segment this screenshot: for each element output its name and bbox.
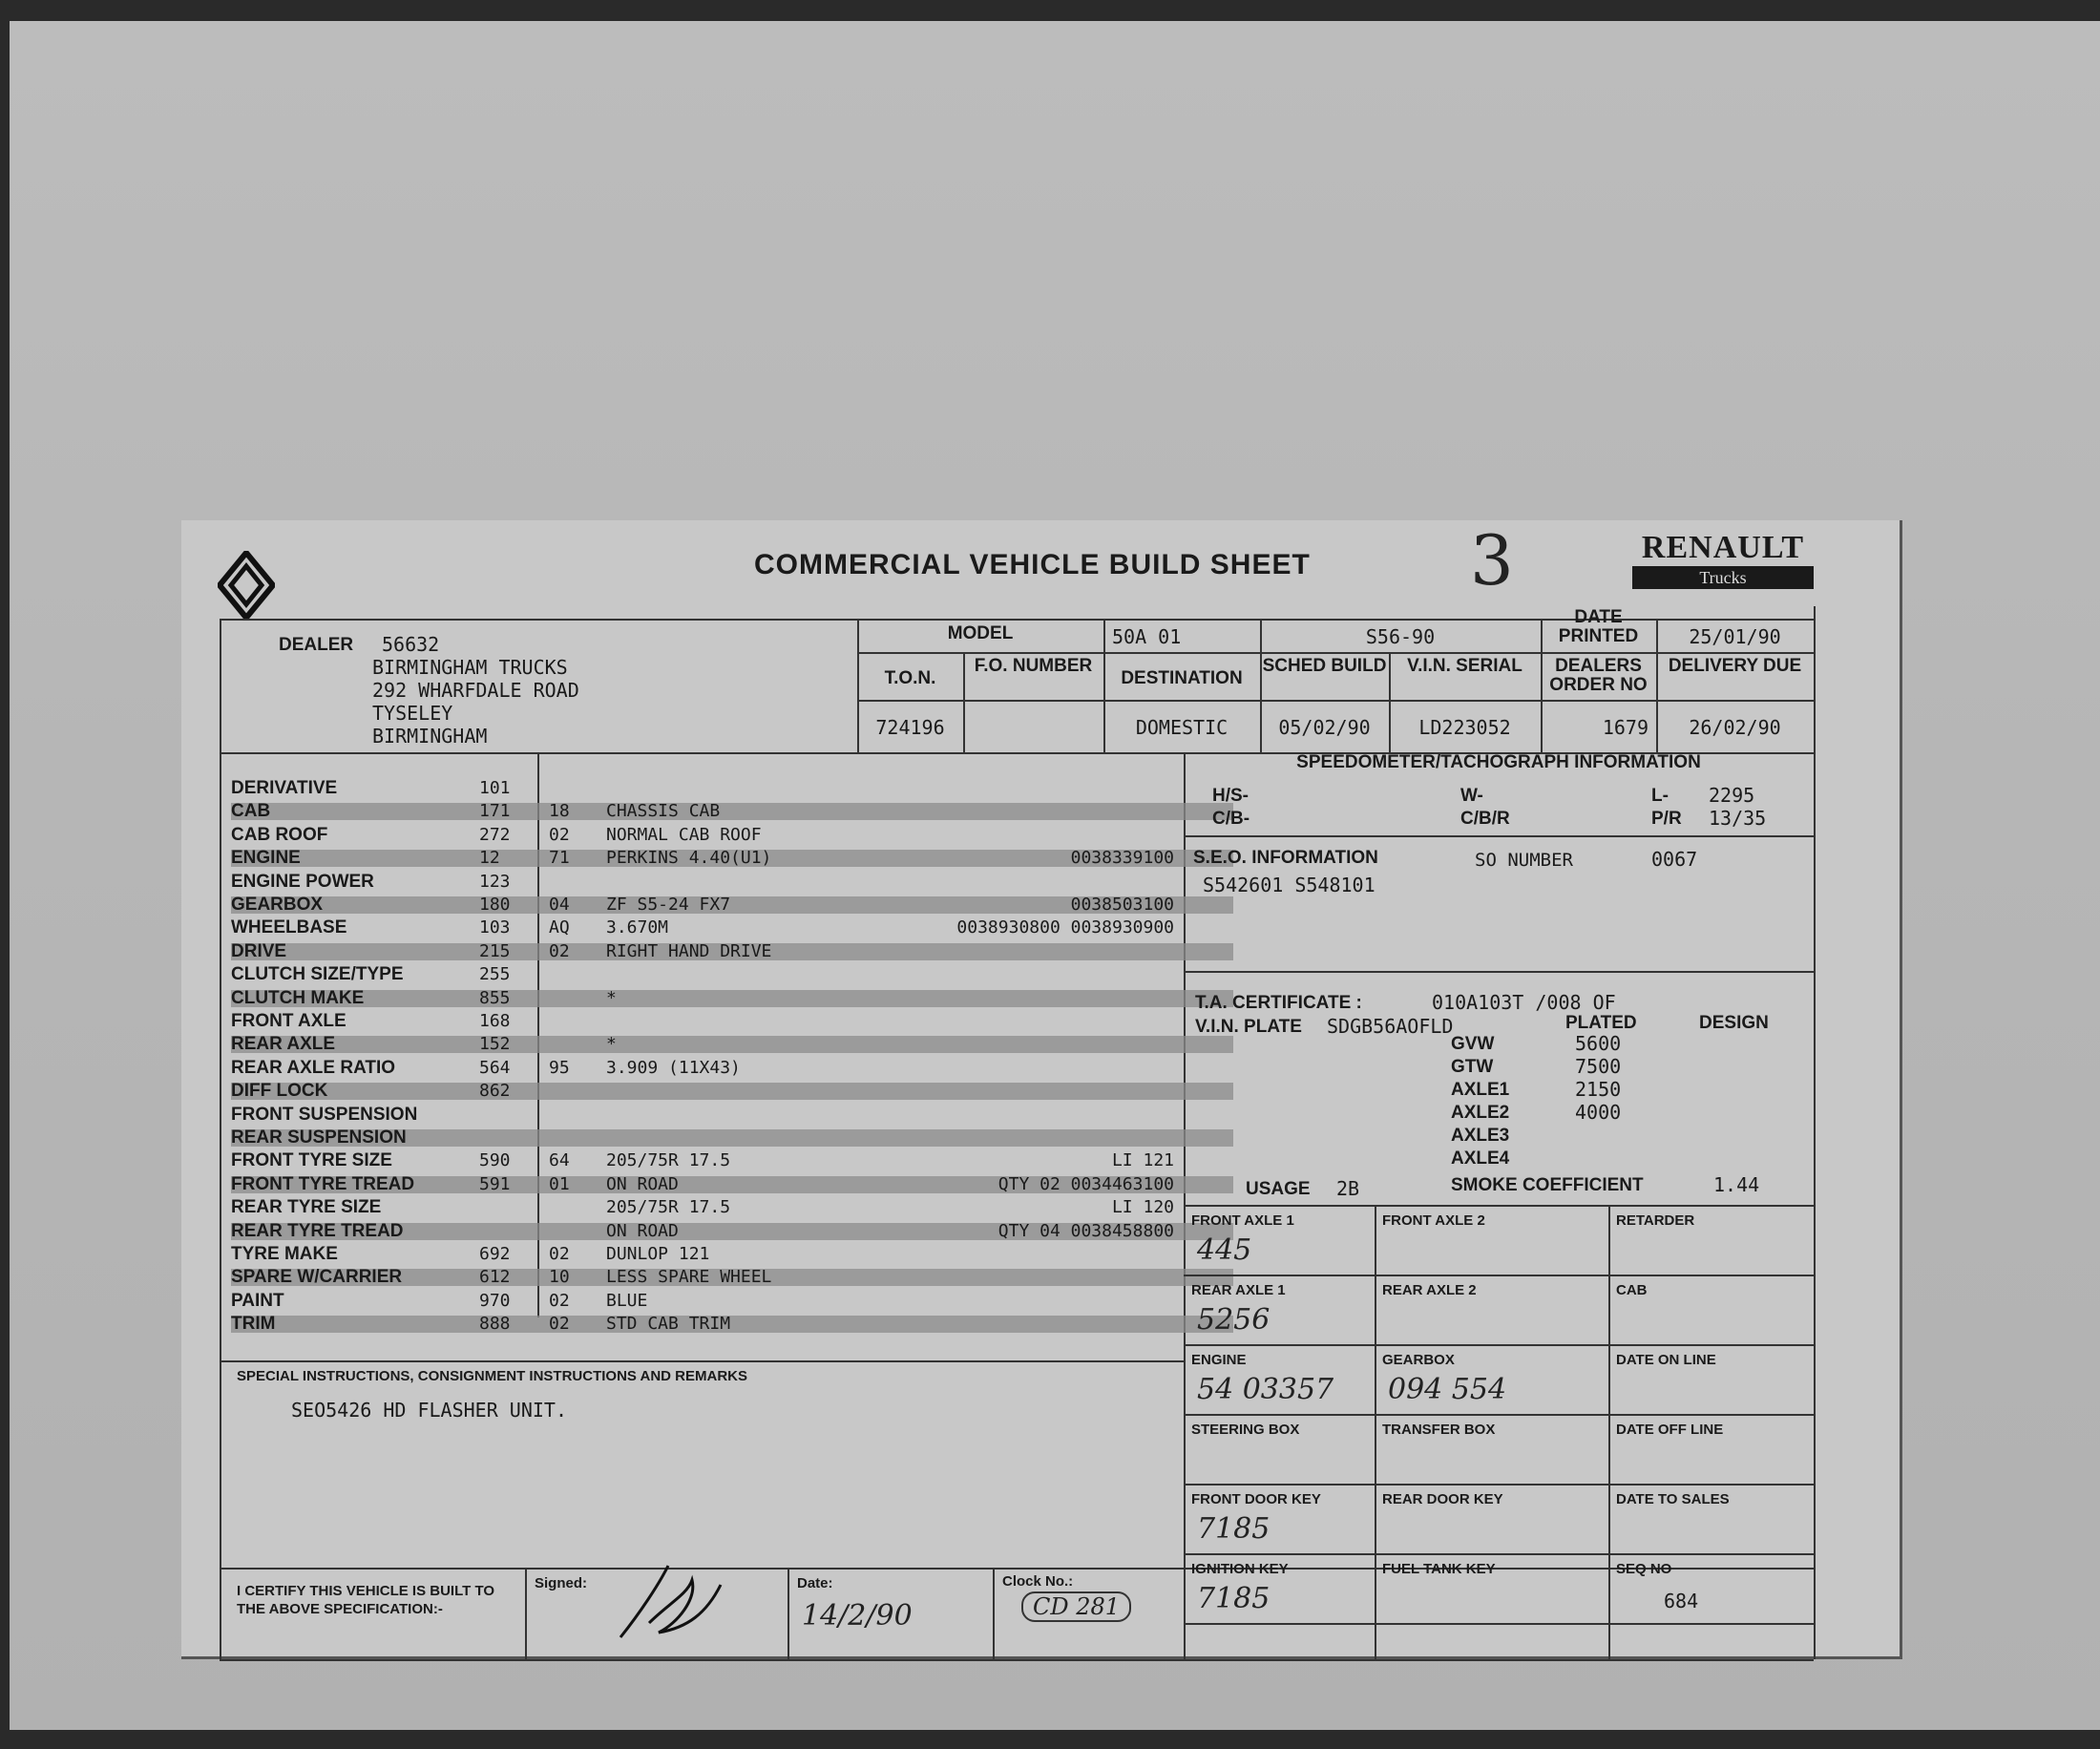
spec-label: FRONT SUSPENSION <box>231 1104 418 1125</box>
speedo-pr-value: 13/35 <box>1709 807 1767 830</box>
spec-option: 02 <box>549 1314 570 1335</box>
serial-field-label: FRONT DOOR KEY <box>1191 1491 1321 1507</box>
spec-description: CHASSIS CAB <box>606 801 721 822</box>
renault-diamond-logo <box>218 551 275 620</box>
spec-option: 02 <box>549 824 570 845</box>
delivery-due-label: DELIVERY DUE <box>1668 656 1802 676</box>
serial-field-label: DATE OFF LINE <box>1616 1422 1724 1438</box>
spec-description: BLUE <box>606 1290 648 1311</box>
spec-part-number: 0038339100 <box>1070 848 1174 869</box>
build-sheet-card <box>181 520 1902 1659</box>
serial-field-label: FUEL TANK KEY <box>1382 1561 1496 1577</box>
dealer-address-line1: 292 WHARFDALE ROAD <box>372 679 579 702</box>
spec-description: DUNLOP 121 <box>606 1244 710 1264</box>
so-number-value: 0067 <box>1651 848 1698 871</box>
serial-field-label: DATE TO SALES <box>1616 1491 1730 1507</box>
spec-code: 612 <box>479 1267 511 1288</box>
spec-row-shading <box>231 1083 1233 1100</box>
serial-field-value: 684 <box>1664 1590 1699 1612</box>
spec-option: 02 <box>549 940 570 961</box>
speedo-l-label: L- <box>1651 786 1669 806</box>
spec-description: STD CAB TRIM <box>606 1314 731 1335</box>
serial-field-label: ENGINE <box>1191 1352 1247 1368</box>
spec-option: 04 <box>549 895 570 915</box>
dealers-order-label: DEALERS ORDER NO <box>1549 656 1648 695</box>
ta-weight-label: AXLE3 <box>1451 1126 1510 1146</box>
instructions-label: SPECIAL INSTRUCTIONS, CONSIGNMENT INSTRUCTIONS AND REMARKS <box>237 1368 748 1384</box>
spec-label: DERIVATIVE <box>231 778 338 798</box>
serial-field-label: IGNITION KEY <box>1191 1561 1289 1577</box>
spec-code: 180 <box>479 895 511 915</box>
spec-label: FRONT AXLE <box>231 1011 346 1031</box>
spec-part-number: 0038930800 0038930900 <box>956 917 1174 938</box>
spec-label: CLUTCH MAKE <box>231 987 365 1008</box>
serial-field-label: DATE ON LINE <box>1616 1352 1716 1368</box>
speedo-pr-label: P/R <box>1651 809 1682 829</box>
spec-label: ENGINE <box>231 848 301 869</box>
design-label: DESIGN <box>1699 1013 1769 1033</box>
date-printed-value: 25/01/90 <box>1689 625 1781 648</box>
spec-label: PAINT <box>231 1290 284 1311</box>
spec-label: REAR SUSPENSION <box>231 1127 407 1148</box>
spec-label: TYRE MAKE <box>231 1244 338 1264</box>
spec-part-number: LI 120 <box>1111 1197 1174 1218</box>
spec-description: * <box>606 987 617 1008</box>
spec-part-number: QTY 04 0038458800 <box>998 1220 1174 1241</box>
speedo-hs: H/S- <box>1212 786 1249 806</box>
spec-label: REAR AXLE <box>231 1034 336 1055</box>
spec-option: 64 <box>549 1150 570 1171</box>
model-code: 50A 01 <box>1112 625 1182 648</box>
serial-field-label: GEARBOX <box>1382 1352 1455 1368</box>
clock-number-label: Clock No.: <box>1002 1573 1074 1590</box>
spec-label: CLUTCH SIZE/TYPE <box>231 964 404 985</box>
ton-label: T.O.N. <box>884 668 936 688</box>
destination-label: DESTINATION <box>1121 668 1243 688</box>
vin-serial-value: LD223052 <box>1418 716 1511 739</box>
spec-option: 10 <box>549 1267 570 1288</box>
spec-code: 692 <box>479 1244 511 1264</box>
ta-weight-value: 5600 <box>1575 1032 1622 1055</box>
ta-certificate-label: T.A. CERTIFICATE : <box>1195 993 1362 1013</box>
spec-code: 590 <box>479 1150 511 1171</box>
vin-serial-label: V.I.N. SERIAL <box>1407 656 1522 676</box>
model-label: MODEL <box>947 623 1014 643</box>
spec-code: 215 <box>479 940 511 961</box>
speedo-cbr: C/B/R <box>1460 809 1510 829</box>
fo-number-label: F.O. NUMBER <box>974 656 1093 676</box>
spec-description: ON ROAD <box>606 1220 679 1241</box>
clock-number-stamp: CD 281 <box>1021 1591 1131 1622</box>
spec-label: DRIVE <box>231 940 287 961</box>
so-number-label: SO NUMBER <box>1475 850 1573 871</box>
spec-part-number: 0038503100 <box>1070 895 1174 915</box>
spec-label: REAR TYRE TREAD <box>231 1220 404 1241</box>
dealers-order-value: 1679 <box>1602 716 1648 739</box>
handwritten-sheet-number: 3 <box>1470 520 1514 601</box>
spec-label: DIFF LOCK <box>231 1081 328 1102</box>
brand-name: RENAULT <box>1641 530 1805 565</box>
signed-date-value: 14/2/90 <box>802 1599 913 1633</box>
smoke-coefficient-label: SMOKE COEFFICIENT <box>1451 1175 1644 1195</box>
serial-field-value: 54 03357 <box>1197 1373 1334 1406</box>
spec-description: PERKINS 4.40(U1) <box>606 848 772 869</box>
serial-field-value: 5256 <box>1197 1303 1270 1337</box>
ta-weight-label: GVW <box>1451 1034 1495 1054</box>
spec-code: 152 <box>479 1034 511 1055</box>
speedo-l-value: 2295 <box>1709 784 1755 807</box>
spec-part-number: LI 121 <box>1111 1150 1174 1171</box>
dealer-code: 56632 <box>382 633 440 656</box>
dealer-address-line3: BIRMINGHAM <box>372 725 488 748</box>
spec-option: 18 <box>549 801 570 822</box>
serial-field-label: TRANSFER BOX <box>1382 1422 1496 1438</box>
spec-code: 168 <box>479 1011 511 1031</box>
spec-option: 02 <box>549 1244 570 1264</box>
speedo-w: W- <box>1460 786 1483 806</box>
spec-label: CAB ROOF <box>231 824 328 845</box>
ta-weight-label: AXLE1 <box>1451 1080 1510 1100</box>
spec-label: ENGINE POWER <box>231 871 374 892</box>
spec-row-shading <box>231 803 1233 820</box>
seo-values: S542601 S548101 <box>1203 874 1376 896</box>
plated-label: PLATED <box>1565 1013 1637 1033</box>
date-printed-label: DATE PRINTED <box>1558 607 1639 646</box>
sched-build-value: 05/02/90 <box>1278 716 1371 739</box>
serial-field-value: 7185 <box>1197 1512 1270 1546</box>
spec-description: NORMAL CAB ROOF <box>606 824 762 845</box>
date-label: Date: <box>797 1575 833 1591</box>
vin-plate-value: SDGB56AOFLD <box>1327 1015 1454 1038</box>
spec-option: 95 <box>549 1057 570 1078</box>
spec-code: 970 <box>479 1290 511 1311</box>
sheet-title: COMMERCIAL VEHICLE BUILD SHEET <box>754 549 1311 580</box>
spec-part-number: QTY 02 0034463100 <box>998 1173 1174 1194</box>
spec-label: WHEELBASE <box>231 917 347 938</box>
spec-code: 255 <box>479 964 511 985</box>
delivery-due-value: 26/02/90 <box>1689 716 1781 739</box>
certify-text: I CERTIFY THIS VEHICLE IS BUILT TO THE ABOVE SPECIFICATION:- <box>237 1583 495 1617</box>
ta-weight-label: AXLE4 <box>1451 1148 1510 1169</box>
ta-weight-value: 4000 <box>1575 1101 1622 1124</box>
spec-description: 3.670M <box>606 917 669 938</box>
serial-field-label: REAR AXLE 1 <box>1191 1282 1286 1298</box>
spec-code: 171 <box>479 801 511 822</box>
spec-label: FRONT TYRE SIZE <box>231 1150 392 1171</box>
spec-row-shading <box>231 987 1233 1008</box>
signed-label: Signed: <box>535 1575 587 1591</box>
usage-label: USAGE <box>1246 1179 1311 1199</box>
serial-field-label: STEERING BOX <box>1191 1422 1300 1438</box>
spec-code: 855 <box>479 987 511 1008</box>
smoke-coefficient-value: 1.44 <box>1713 1173 1760 1196</box>
destination-value: DOMESTIC <box>1135 716 1228 739</box>
spec-code: 591 <box>479 1173 511 1194</box>
spec-description: * <box>606 1034 617 1055</box>
spec-row-shading <box>231 1036 1233 1053</box>
spec-code: 272 <box>479 824 511 845</box>
spec-code: 103 <box>479 917 511 938</box>
spec-description: 3.909 (11X43) <box>606 1057 741 1078</box>
spec-label: SPARE W/CARRIER <box>231 1267 403 1288</box>
spec-code: 12 <box>479 848 500 869</box>
spec-row-shading <box>231 1316 1233 1333</box>
dealer-address-line2: TYSELEY <box>372 702 453 725</box>
spec-option: AQ <box>549 917 570 938</box>
usage-value: 2B <box>1336 1177 1360 1200</box>
handwritten-signature <box>601 1547 735 1652</box>
spec-code: 862 <box>479 1081 511 1102</box>
spec-label: REAR AXLE RATIO <box>231 1057 396 1078</box>
spec-label: REAR TYRE SIZE <box>231 1197 382 1218</box>
ton-value: 724196 <box>875 716 945 739</box>
ta-weight-label: AXLE2 <box>1451 1103 1510 1123</box>
dealer-label: DEALER <box>279 635 354 655</box>
brand-subtitle: Trucks <box>1632 566 1814 589</box>
serial-field-value: 094 554 <box>1388 1373 1507 1406</box>
spec-label: GEARBOX <box>231 895 324 915</box>
serial-field-value: 445 <box>1197 1233 1252 1267</box>
serial-field-label: REAR DOOR KEY <box>1382 1491 1503 1507</box>
ta-weight-value: 2150 <box>1575 1078 1622 1101</box>
vin-plate-label: V.I.N. PLATE <box>1195 1017 1302 1037</box>
spec-description: ZF S5-24 FX7 <box>606 895 731 915</box>
ta-weight-label: GTW <box>1451 1057 1494 1077</box>
spec-option: 01 <box>549 1173 570 1194</box>
spec-label: FRONT TYRE TREAD <box>231 1173 415 1194</box>
instructions-text: SEO5426 HD FLASHER UNIT. <box>291 1399 567 1422</box>
ta-weight-value: 7500 <box>1575 1055 1622 1078</box>
spec-description: RIGHT HAND DRIVE <box>606 940 772 961</box>
spec-code: 101 <box>479 778 511 798</box>
serial-field-label: CAB <box>1616 1282 1648 1298</box>
spec-code: 888 <box>479 1314 511 1335</box>
spec-code: 123 <box>479 871 511 892</box>
speedo-cb: C/B- <box>1212 809 1250 829</box>
spec-code: 564 <box>479 1057 511 1078</box>
serial-field-label: FRONT AXLE 1 <box>1191 1212 1294 1229</box>
spec-description: LESS SPARE WHEEL <box>606 1267 772 1288</box>
serial-field-label: REAR AXLE 2 <box>1382 1282 1477 1298</box>
spec-label: TRIM <box>231 1314 276 1335</box>
model-name: S56-90 <box>1365 625 1436 648</box>
spec-description: 205/75R 17.5 <box>606 1197 731 1218</box>
serial-field-label: FRONT AXLE 2 <box>1382 1212 1485 1229</box>
seo-label: S.E.O. INFORMATION <box>1193 848 1378 868</box>
spec-option: 02 <box>549 1290 570 1311</box>
ta-certificate-value: 010A103T /008 OF <box>1432 991 1616 1014</box>
renault-trucks-brand <box>1632 530 1814 589</box>
serial-field-value: 7185 <box>1197 1582 1270 1615</box>
sched-build-label: SCHED BUILD <box>1262 656 1387 676</box>
serial-field-label: SEQ NO <box>1616 1561 1672 1577</box>
serial-field-label: RETARDER <box>1616 1212 1695 1229</box>
speedo-title: SPEEDOMETER/TACHOGRAPH INFORMATION <box>1296 752 1701 772</box>
spec-description: 205/75R 17.5 <box>606 1150 731 1171</box>
dealer-name: BIRMINGHAM TRUCKS <box>372 656 568 679</box>
spec-description: ON ROAD <box>606 1173 679 1194</box>
spec-label: CAB <box>231 801 271 822</box>
spec-option: 71 <box>549 848 570 869</box>
